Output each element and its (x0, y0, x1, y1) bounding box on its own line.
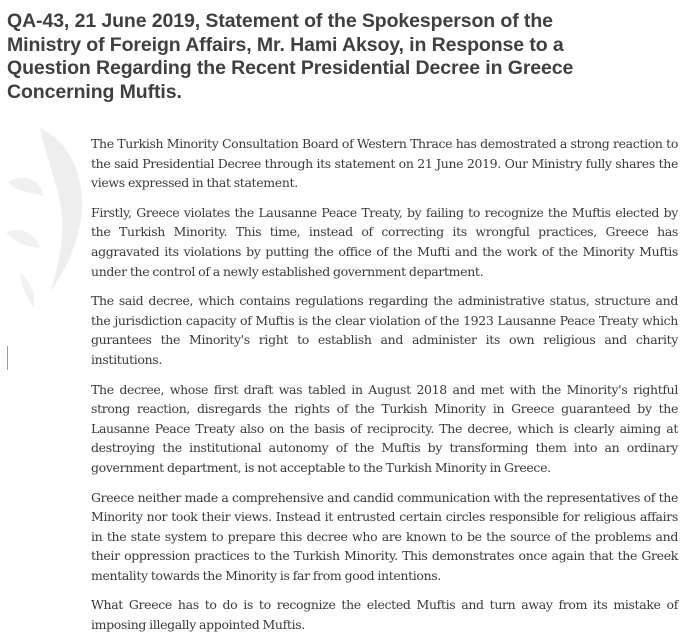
page-title: QA-43, 21 June 2019, Statement of the Spokesperson of the Ministry of Foreign Affairs, Mr. Hami Aksoy, in Response to a Question Regarding the Recent Presidential Decree in Greece Concerning Muftis. (7, 10, 574, 103)
paragraph-3: The said decree, which contains regulations regarding the administrative status, structure and the jurisdiction capacity of Muftis is the clear violation of the 1923 Lausanne Peace Treaty which gurantees the Minority's right to establish and administer its own religious and charity institutions. (91, 293, 678, 367)
watermark-leaf-shape (8, 178, 44, 196)
ministry-emblem-watermark-icon (0, 122, 86, 312)
watermark-stem-shape (6, 230, 40, 248)
paragraph-1: The Turkish Minority Consultation Board of Western Thrace has demostrated a strong reaction to the said Presidential Decree through its statement on 21 June 2019. Our Ministry fully shares the views expressed in that statement. (91, 136, 678, 191)
watermark-tail-shape (20, 272, 34, 308)
paragraph-5: Greece neither made a comprehensive and candid communication with the representatives of the Minority nor took their views. Instead it entrusted certain circles responsible for religious affairs in the state system to prepare this decree who are known to be the source of the problems and their oppression practices to the Turkish Minority. This demonstrates once again that the Greek mentality towards the Minority is far from good intentions. (91, 489, 678, 583)
paragraph-4: The decree, whose first draft was tabled in August 2018 and met with the Minority's rightful strong reaction, disregards the rights of the Turkish Minority in Greece guaranteed by the Lausanne Peace Treaty also on the basis of reciprocity. The decree, which is clearly aiming at destroying the institutional autonomy of the Muftis by transforming them into an ordinary government department, is not acceptable to the Turkish Minority in Greece. (91, 381, 678, 475)
article-body (91, 134, 678, 634)
paragraph-2: Firstly, Greece violates the Lausanne Peace Treaty, by failing to recognize the Muftis elected by the Turkish Minority. This time, instead of correcting its wrongful practices, Greece has aggravated its violations by putting the office of the Mufti and the work of the Minority Muftis under the control of a newly established government department. (91, 204, 678, 279)
paragraph-6: What Greece has to do is to recognize the elected Muftis and turn away from its mistake of imposing illegally appointed Muftis. (91, 597, 678, 633)
watermark-swoosh-shape (40, 128, 82, 292)
left-edge-marker (7, 346, 8, 370)
